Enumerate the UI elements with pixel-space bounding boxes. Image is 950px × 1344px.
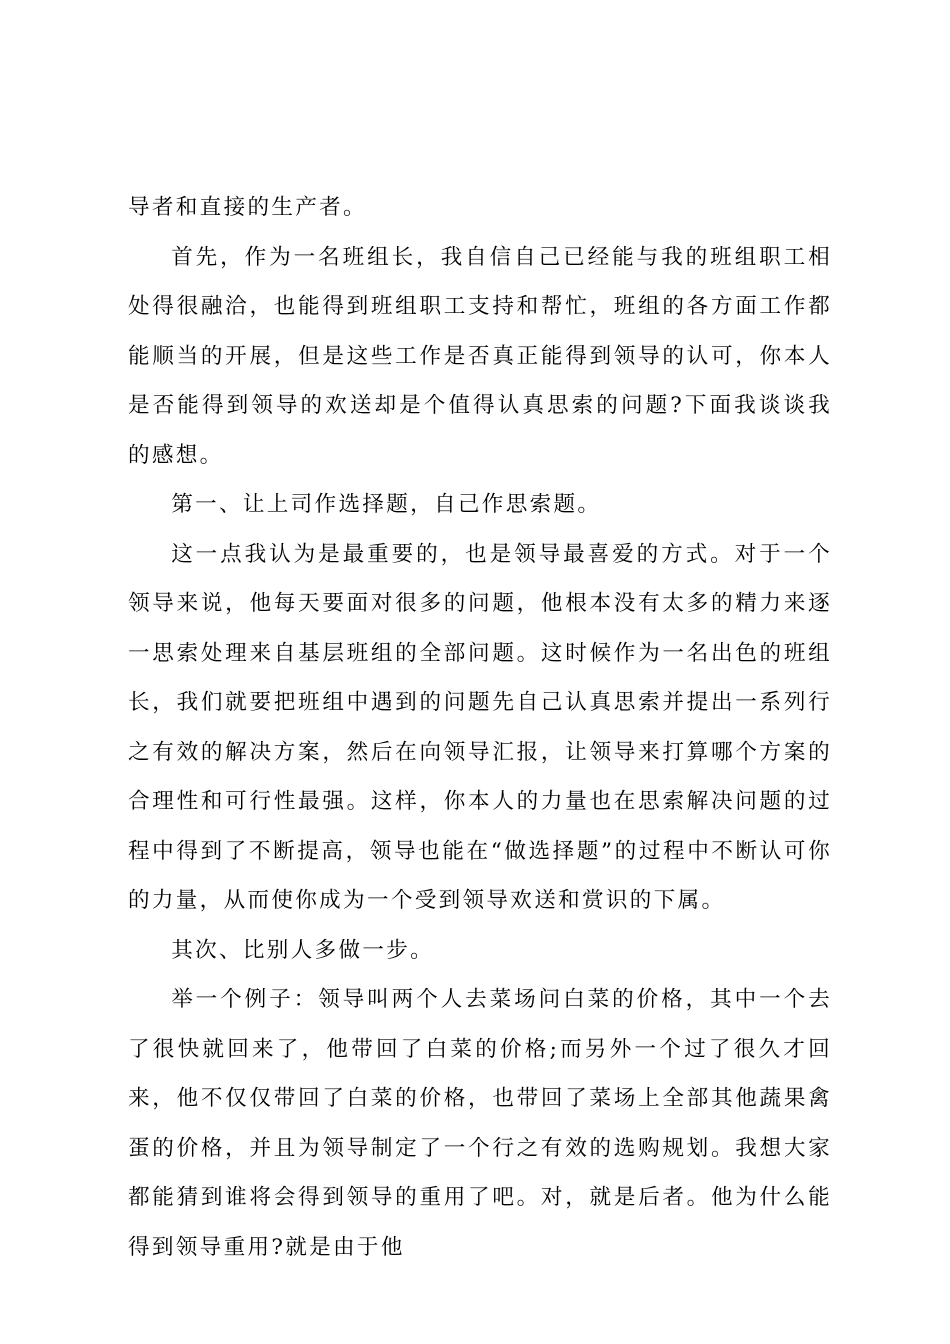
paragraph-heading-first: 第一、让上司作选择题，自己作思索题。 bbox=[171, 492, 602, 517]
paragraph-heading-second: 其次、比别人多做一步。 bbox=[171, 937, 435, 963]
paragraph-example: 举一个例子：领导叫两个人去菜场问白菜的价格，其中一个去了很快就回来了，他带回了白菜的价格;而另外一个过了很久才回来，他不仅仅带回了白菜的价格，也带回了菜场上全部其他蔬果禽蛋的价格，并且为领导制定了一个行之有效的选购规划。我想大家都能猜到谁将会得到领导的重用了吧。对，就是后者。他为什么能得到领导重用?就是由于他 bbox=[128, 987, 832, 1260]
body-text bbox=[128, 183, 832, 1272]
paragraph-first-explanation: 这一点我认为是最重要的，也是领导最喜爱的方式。对于一个领导来说，他每天要面对很多的问题，他根本没有太多的精力来逐一思索处理来自基层班组的全部问题。这时候作为一名出色的班组长，我们就要把班组中遇到的问题先自己认真思索并提出一系列行之有效的解决方案，然后在向领导汇报，让领导来打算哪个方案的合理性和可行性最强。这样，你本人的力量也在思索解决问题的过程中得到了不断提高，领导也能在“做选择题”的过程中不断认可你的力量，从而使你成为一个受到领导欢送和赏识的下属。 bbox=[128, 541, 832, 913]
paragraph-continuation: 导者和直接的生产者。 bbox=[128, 195, 367, 220]
paragraph-first-point-intro: 首先，作为一名班组长，我自信自己已经能与我的班组职工相处得很融洽，也能得到班组职工支持和帮忙，班组的各方面工作都能顺当的开展，但是这些工作是否真正能得到领导的认可，你本人是否能得到领导的欢送却是个值得认真思索的问题?下面我谈谈我的感想。 bbox=[128, 244, 832, 468]
